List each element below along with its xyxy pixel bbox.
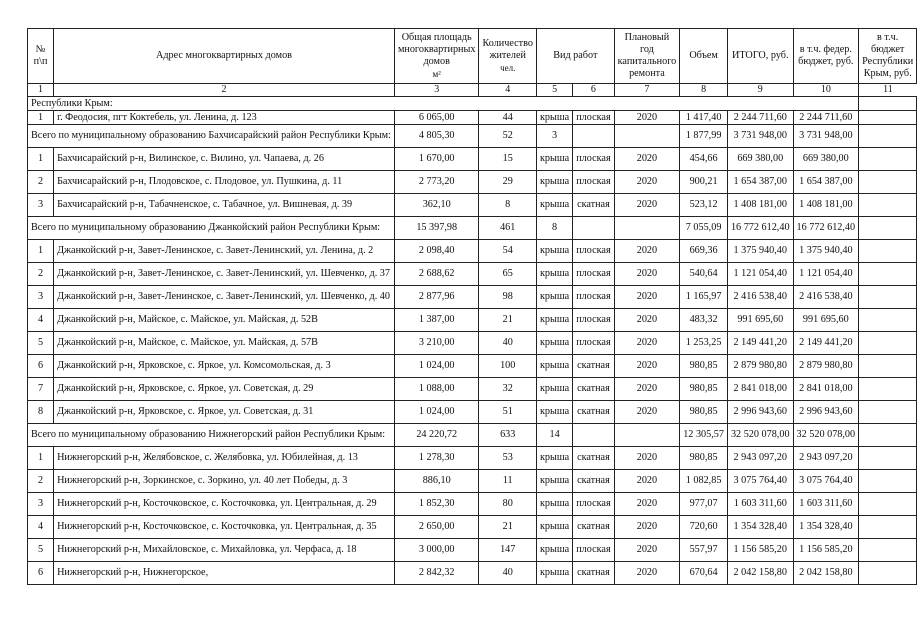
federal-cell: 32 520 078,00 bbox=[793, 424, 859, 447]
address-cell: Джанкойский р-н, Ярковское, с. Яркое, ул. Советская, д. 29 bbox=[54, 378, 395, 401]
blank-cell bbox=[859, 240, 917, 263]
region-row bbox=[28, 97, 917, 111]
column-index-cell: 2 bbox=[54, 84, 395, 97]
blank-cell bbox=[859, 309, 917, 332]
blank-cell bbox=[859, 263, 917, 286]
blank-cell bbox=[859, 355, 917, 378]
header-residents-unit: чел. bbox=[500, 63, 516, 73]
column-index-cell: 5 bbox=[536, 84, 572, 97]
column-index-cell: 7 bbox=[614, 84, 680, 97]
roof-type-cell: плоская bbox=[573, 263, 614, 286]
header-area bbox=[394, 29, 479, 84]
table-row bbox=[28, 148, 917, 171]
blank-cell bbox=[859, 562, 917, 585]
area-cell: 1 024,00 bbox=[394, 401, 479, 424]
blank-cell bbox=[859, 286, 917, 309]
roof-type-cell: плоская bbox=[573, 493, 614, 516]
roof-type-cell bbox=[573, 125, 614, 148]
region-label: Республики Крым: bbox=[28, 97, 859, 111]
year-cell: 2020 bbox=[614, 539, 680, 562]
residents-cell: 80 bbox=[479, 493, 537, 516]
roof-type-cell: скатная bbox=[573, 378, 614, 401]
blank-cell bbox=[859, 516, 917, 539]
area-cell: 2 773,20 bbox=[394, 171, 479, 194]
row-number: 4 bbox=[28, 516, 54, 539]
total-cell: 991 695,60 bbox=[727, 309, 793, 332]
residents-cell: 11 bbox=[479, 470, 537, 493]
table-row bbox=[28, 401, 917, 424]
residents-cell: 633 bbox=[479, 424, 537, 447]
roof-type-cell: плоская bbox=[573, 111, 614, 125]
residents-cell: 54 bbox=[479, 240, 537, 263]
residents-cell: 21 bbox=[479, 309, 537, 332]
year-cell: 2020 bbox=[614, 111, 680, 125]
volume-cell: 454,66 bbox=[680, 148, 728, 171]
total-cell: 2 841 018,00 bbox=[727, 378, 793, 401]
area-cell: 6 065,00 bbox=[394, 111, 479, 125]
total-cell: 669 380,00 bbox=[727, 148, 793, 171]
address-cell: Джанкойский р-н, Завет-Ленинское, с. Завет-Ленинский, ул. Шевченко, д. 37 bbox=[54, 263, 395, 286]
federal-cell: 1 156 585,20 bbox=[793, 539, 859, 562]
federal-cell: 2 149 441,20 bbox=[793, 332, 859, 355]
volume-cell: 1 417,40 bbox=[680, 111, 728, 125]
area-cell: 2 877,96 bbox=[394, 286, 479, 309]
federal-cell: 2 416 538,40 bbox=[793, 286, 859, 309]
residents-cell: 8 bbox=[479, 194, 537, 217]
volume-cell: 980,85 bbox=[680, 378, 728, 401]
total-cell: 1 156 585,20 bbox=[727, 539, 793, 562]
residents-cell: 40 bbox=[479, 332, 537, 355]
work-type-cell: крыша bbox=[536, 240, 572, 263]
volume-cell: 1 877,99 bbox=[680, 125, 728, 148]
work-type-cell: крыша bbox=[536, 355, 572, 378]
blank-cell bbox=[859, 97, 917, 111]
year-cell: 2020 bbox=[614, 470, 680, 493]
federal-cell: 1 121 054,40 bbox=[793, 263, 859, 286]
blank-cell bbox=[859, 447, 917, 470]
address-cell: Джанкойский р-н, Майское, с. Майское, ул. Майская, д. 57В bbox=[54, 332, 395, 355]
roof-type-cell: скатная bbox=[573, 447, 614, 470]
blank-cell bbox=[859, 194, 917, 217]
year-cell bbox=[614, 217, 680, 240]
federal-cell: 3 731 948,00 bbox=[793, 125, 859, 148]
area-cell: 1 278,30 bbox=[394, 447, 479, 470]
subtotal-label: Всего по муниципальному образованию Бахчисарайский район Республики Крым: bbox=[28, 125, 395, 148]
work-type-cell: 14 bbox=[536, 424, 572, 447]
year-cell: 2020 bbox=[614, 194, 680, 217]
federal-cell: 1 654 387,00 bbox=[793, 171, 859, 194]
address-cell: Бахчисарайский р-н, Плодовское, с. Плодовое, ул. Пушкина, д. 11 bbox=[54, 171, 395, 194]
blank-cell bbox=[859, 470, 917, 493]
blank-cell bbox=[859, 401, 917, 424]
table-row bbox=[28, 539, 917, 562]
table-row bbox=[28, 240, 917, 263]
blank-cell bbox=[859, 493, 917, 516]
residents-cell: 21 bbox=[479, 516, 537, 539]
subtotal-row bbox=[28, 125, 917, 148]
work-type-cell: крыша bbox=[536, 148, 572, 171]
volume-cell: 540,64 bbox=[680, 263, 728, 286]
year-cell bbox=[614, 424, 680, 447]
address-cell: Нижнегорский р-н, Михайловское, с. Михайловка, ул. Черфаса, д. 18 bbox=[54, 539, 395, 562]
address-cell: Джанкойский р-н, Ярковское, с. Яркое, ул. Комсомольская, д. 3 bbox=[54, 355, 395, 378]
total-cell: 3 075 764,40 bbox=[727, 470, 793, 493]
area-cell: 1 387,00 bbox=[394, 309, 479, 332]
year-cell: 2020 bbox=[614, 493, 680, 516]
roof-type-cell: скатная bbox=[573, 355, 614, 378]
roof-type-cell: скатная bbox=[573, 516, 614, 539]
residents-cell: 461 bbox=[479, 217, 537, 240]
blank-cell bbox=[859, 171, 917, 194]
total-cell: 1 603 311,60 bbox=[727, 493, 793, 516]
residents-cell: 100 bbox=[479, 355, 537, 378]
row-number: 2 bbox=[28, 470, 54, 493]
area-cell: 3 210,00 bbox=[394, 332, 479, 355]
residents-cell: 32 bbox=[479, 378, 537, 401]
header-work-type: Вид работ bbox=[536, 29, 614, 84]
column-index-cell: 8 bbox=[680, 84, 728, 97]
area-cell: 15 397,98 bbox=[394, 217, 479, 240]
area-cell: 4 805,30 bbox=[394, 125, 479, 148]
federal-cell: 2 996 943,60 bbox=[793, 401, 859, 424]
federal-cell: 3 075 764,40 bbox=[793, 470, 859, 493]
area-cell: 362,10 bbox=[394, 194, 479, 217]
volume-cell: 557,97 bbox=[680, 539, 728, 562]
area-cell: 1 852,30 bbox=[394, 493, 479, 516]
work-type-cell: крыша bbox=[536, 332, 572, 355]
column-index-cell: 1 bbox=[28, 84, 54, 97]
table-row bbox=[28, 355, 917, 378]
roof-type-cell: скатная bbox=[573, 194, 614, 217]
area-cell: 2 688,62 bbox=[394, 263, 479, 286]
area-cell: 2 842,32 bbox=[394, 562, 479, 585]
roof-type-cell bbox=[573, 424, 614, 447]
table-row bbox=[28, 194, 917, 217]
work-type-cell: 3 bbox=[536, 125, 572, 148]
work-type-cell: крыша bbox=[536, 263, 572, 286]
header-federal: в т.ч. федер. бюджет, руб. bbox=[793, 29, 859, 84]
row-number: 1 bbox=[28, 240, 54, 263]
row-number: 4 bbox=[28, 309, 54, 332]
total-cell: 2 943 097,20 bbox=[727, 447, 793, 470]
column-index-cell: 11 bbox=[859, 84, 917, 97]
total-cell: 2 042 158,80 bbox=[727, 562, 793, 585]
address-cell: г. Феодосия, пгт Коктебель, ул. Ленина, д. 123 bbox=[54, 111, 395, 125]
column-index-cell: 4 bbox=[479, 84, 537, 97]
address-cell: Джанкойский р-н, Завет-Ленинское, с. Завет-Ленинский, ул. Ленина, д. 2 bbox=[54, 240, 395, 263]
table-row bbox=[28, 332, 917, 355]
work-type-cell: крыша bbox=[536, 309, 572, 332]
year-cell: 2020 bbox=[614, 401, 680, 424]
total-cell: 2 149 441,20 bbox=[727, 332, 793, 355]
federal-cell: 2 244 711,60 bbox=[793, 111, 859, 125]
blank-cell bbox=[859, 378, 917, 401]
volume-cell: 7 055,09 bbox=[680, 217, 728, 240]
header-address: Адрес многоквартирных домов bbox=[54, 29, 395, 84]
address-cell: Джанкойский р-н, Майское, с. Майское, ул. Майская, д. 52В bbox=[54, 309, 395, 332]
year-cell: 2020 bbox=[614, 240, 680, 263]
table-row bbox=[28, 111, 917, 125]
blank-cell bbox=[859, 424, 917, 447]
year-cell: 2020 bbox=[614, 286, 680, 309]
roof-type-cell: плоская bbox=[573, 171, 614, 194]
column-index-cell: 3 bbox=[394, 84, 479, 97]
volume-cell: 900,21 bbox=[680, 171, 728, 194]
column-index-cell: 10 bbox=[793, 84, 859, 97]
row-number: 5 bbox=[28, 332, 54, 355]
header-residents-label: Количество жителей bbox=[482, 38, 533, 61]
area-cell: 886,10 bbox=[394, 470, 479, 493]
blank-cell bbox=[859, 148, 917, 171]
volume-cell: 12 305,57 bbox=[680, 424, 728, 447]
column-index-cell: 9 bbox=[727, 84, 793, 97]
header-crimea: в т.ч. бюджет Республики Крым, руб. bbox=[859, 29, 917, 84]
header-residents bbox=[479, 29, 537, 84]
federal-cell: 2 879 980,80 bbox=[793, 355, 859, 378]
header-total: ИТОГО, руб. bbox=[727, 29, 793, 84]
residents-cell: 53 bbox=[479, 447, 537, 470]
year-cell: 2020 bbox=[614, 562, 680, 585]
header-area-label: Общая площадь многоквартирных домов bbox=[397, 32, 476, 67]
work-type-cell: крыша bbox=[536, 194, 572, 217]
area-cell: 3 000,00 bbox=[394, 539, 479, 562]
federal-cell: 1 408 181,00 bbox=[793, 194, 859, 217]
subtotal-label: Всего по муниципальному образованию Джанкойский район Республики Крым: bbox=[28, 217, 395, 240]
residents-cell: 15 bbox=[479, 148, 537, 171]
column-index-row bbox=[28, 84, 917, 97]
work-type-cell: крыша bbox=[536, 401, 572, 424]
work-type-cell: крыша bbox=[536, 493, 572, 516]
roof-type-cell: плоская bbox=[573, 240, 614, 263]
subtotal-label: Всего по муниципальному образованию Нижнегорский район Республики Крым: bbox=[28, 424, 395, 447]
total-cell: 1 354 328,40 bbox=[727, 516, 793, 539]
federal-cell: 1 354 328,40 bbox=[793, 516, 859, 539]
row-number: 8 bbox=[28, 401, 54, 424]
blank-cell bbox=[859, 332, 917, 355]
table-row bbox=[28, 493, 917, 516]
header-volume: Объем bbox=[680, 29, 728, 84]
work-type-cell: крыша bbox=[536, 470, 572, 493]
roof-type-cell: скатная bbox=[573, 562, 614, 585]
work-type-cell: крыша bbox=[536, 378, 572, 401]
residents-cell: 51 bbox=[479, 401, 537, 424]
volume-cell: 720,60 bbox=[680, 516, 728, 539]
roof-type-cell: скатная bbox=[573, 470, 614, 493]
year-cell: 2020 bbox=[614, 171, 680, 194]
column-index-cell: 6 bbox=[573, 84, 614, 97]
residents-cell: 52 bbox=[479, 125, 537, 148]
volume-cell: 523,12 bbox=[680, 194, 728, 217]
roof-type-cell: плоская bbox=[573, 309, 614, 332]
subtotal-row bbox=[28, 217, 917, 240]
volume-cell: 1 082,85 bbox=[680, 470, 728, 493]
area-cell: 24 220,72 bbox=[394, 424, 479, 447]
row-number: 7 bbox=[28, 378, 54, 401]
row-number: 1 bbox=[28, 148, 54, 171]
total-cell: 1 121 054,40 bbox=[727, 263, 793, 286]
volume-cell: 483,32 bbox=[680, 309, 728, 332]
work-type-cell: крыша bbox=[536, 447, 572, 470]
header-year: Плановый год капитального ремонта bbox=[614, 29, 680, 84]
work-type-cell: 8 bbox=[536, 217, 572, 240]
total-cell: 32 520 078,00 bbox=[727, 424, 793, 447]
year-cell: 2020 bbox=[614, 378, 680, 401]
residents-cell: 65 bbox=[479, 263, 537, 286]
row-number: 5 bbox=[28, 539, 54, 562]
federal-cell: 991 695,60 bbox=[793, 309, 859, 332]
work-type-cell: крыша bbox=[536, 516, 572, 539]
volume-cell: 977,07 bbox=[680, 493, 728, 516]
volume-cell: 669,36 bbox=[680, 240, 728, 263]
total-cell: 2 996 943,60 bbox=[727, 401, 793, 424]
roof-type-cell: плоская bbox=[573, 148, 614, 171]
roof-type-cell: скатная bbox=[573, 401, 614, 424]
volume-cell: 980,85 bbox=[680, 401, 728, 424]
federal-cell: 669 380,00 bbox=[793, 148, 859, 171]
blank-cell bbox=[859, 125, 917, 148]
year-cell: 2020 bbox=[614, 447, 680, 470]
federal-cell: 1 375 940,40 bbox=[793, 240, 859, 263]
work-type-cell: крыша bbox=[536, 171, 572, 194]
address-cell: Бахчисарайский р-н, Вилинское, с. Вилино, ул. Чапаева, д. 26 bbox=[54, 148, 395, 171]
roof-type-cell: плоская bbox=[573, 286, 614, 309]
year-cell bbox=[614, 125, 680, 148]
header-num: № п\п bbox=[28, 29, 54, 84]
work-type-cell: крыша bbox=[536, 111, 572, 125]
year-cell: 2020 bbox=[614, 355, 680, 378]
row-number: 6 bbox=[28, 562, 54, 585]
work-type-cell: крыша bbox=[536, 539, 572, 562]
table-row bbox=[28, 562, 917, 585]
total-cell: 2 416 538,40 bbox=[727, 286, 793, 309]
federal-cell: 2 042 158,80 bbox=[793, 562, 859, 585]
table-row bbox=[28, 470, 917, 493]
area-cell: 2 650,00 bbox=[394, 516, 479, 539]
address-cell: Джанкойский р-н, Завет-Ленинское, с. Завет-Ленинский, ул. Шевченко, д. 40 bbox=[54, 286, 395, 309]
table-row bbox=[28, 263, 917, 286]
volume-cell: 980,85 bbox=[680, 355, 728, 378]
row-number: 2 bbox=[28, 263, 54, 286]
federal-cell: 16 772 612,40 bbox=[793, 217, 859, 240]
area-cell: 1 088,00 bbox=[394, 378, 479, 401]
year-cell: 2020 bbox=[614, 148, 680, 171]
table-row bbox=[28, 516, 917, 539]
total-cell: 1 375 940,40 bbox=[727, 240, 793, 263]
blank-cell bbox=[859, 217, 917, 240]
table-row bbox=[28, 309, 917, 332]
year-cell: 2020 bbox=[614, 332, 680, 355]
area-cell: 2 098,40 bbox=[394, 240, 479, 263]
header-row bbox=[28, 29, 917, 84]
total-cell: 16 772 612,40 bbox=[727, 217, 793, 240]
residents-cell: 98 bbox=[479, 286, 537, 309]
area-cell: 1 024,00 bbox=[394, 355, 479, 378]
table-row bbox=[28, 286, 917, 309]
roof-type-cell bbox=[573, 217, 614, 240]
volume-cell: 1 253,25 bbox=[680, 332, 728, 355]
year-cell: 2020 bbox=[614, 263, 680, 286]
total-cell: 3 731 948,00 bbox=[727, 125, 793, 148]
address-cell: Нижнегорский р-н, Желябовское, с. Желябовка, ул. Юбилейная, д. 13 bbox=[54, 447, 395, 470]
row-number: 3 bbox=[28, 493, 54, 516]
area-cell: 1 670,00 bbox=[394, 148, 479, 171]
header-area-unit: м² bbox=[432, 69, 441, 79]
total-cell: 2 879 980,80 bbox=[727, 355, 793, 378]
blank-cell bbox=[859, 539, 917, 562]
year-cell: 2020 bbox=[614, 309, 680, 332]
federal-cell: 2 943 097,20 bbox=[793, 447, 859, 470]
row-number: 3 bbox=[28, 194, 54, 217]
year-cell: 2020 bbox=[614, 516, 680, 539]
roof-type-cell: плоская bbox=[573, 539, 614, 562]
residents-cell: 44 bbox=[479, 111, 537, 125]
total-cell: 1 654 387,00 bbox=[727, 171, 793, 194]
row-number: 3 bbox=[28, 286, 54, 309]
residents-cell: 40 bbox=[479, 562, 537, 585]
residents-cell: 147 bbox=[479, 539, 537, 562]
address-cell: Нижнегорский р-н, Косточковское, с. Косточковка, ул. Центральная, д. 29 bbox=[54, 493, 395, 516]
address-cell: Джанкойский р-н, Ярковское, с. Яркое, ул. Советская, д. 31 bbox=[54, 401, 395, 424]
volume-cell: 670,64 bbox=[680, 562, 728, 585]
table-row bbox=[28, 171, 917, 194]
volume-cell: 980,85 bbox=[680, 447, 728, 470]
roof-type-cell: плоская bbox=[573, 332, 614, 355]
residents-cell: 29 bbox=[479, 171, 537, 194]
federal-cell: 1 603 311,60 bbox=[793, 493, 859, 516]
row-number: 6 bbox=[28, 355, 54, 378]
address-cell: Нижнегорский р-н, Нижнегорское, bbox=[54, 562, 395, 585]
work-type-cell: крыша bbox=[536, 286, 572, 309]
table-row bbox=[28, 447, 917, 470]
total-cell: 2 244 711,60 bbox=[727, 111, 793, 125]
total-cell: 1 408 181,00 bbox=[727, 194, 793, 217]
subtotal-row bbox=[28, 424, 917, 447]
row-number: 2 bbox=[28, 171, 54, 194]
table-row bbox=[28, 378, 917, 401]
address-cell: Нижнегорский р-н, Косточковское, с. Косточковка, ул. Центральная, д. 35 bbox=[54, 516, 395, 539]
work-type-cell: крыша bbox=[536, 562, 572, 585]
federal-cell: 2 841 018,00 bbox=[793, 378, 859, 401]
blank-cell bbox=[859, 111, 917, 125]
row-number: 1 bbox=[28, 447, 54, 470]
address-cell: Бахчисарайский р-н, Табачненское, с. Табачное, ул. Вишневая, д. 39 bbox=[54, 194, 395, 217]
address-cell: Нижнегорский р-н, Зоркинское, с. Зоркино, ул. 40 лет Победы, д. 3 bbox=[54, 470, 395, 493]
capital-repair-table bbox=[27, 28, 917, 585]
volume-cell: 1 165,97 bbox=[680, 286, 728, 309]
row-number: 1 bbox=[28, 111, 54, 125]
